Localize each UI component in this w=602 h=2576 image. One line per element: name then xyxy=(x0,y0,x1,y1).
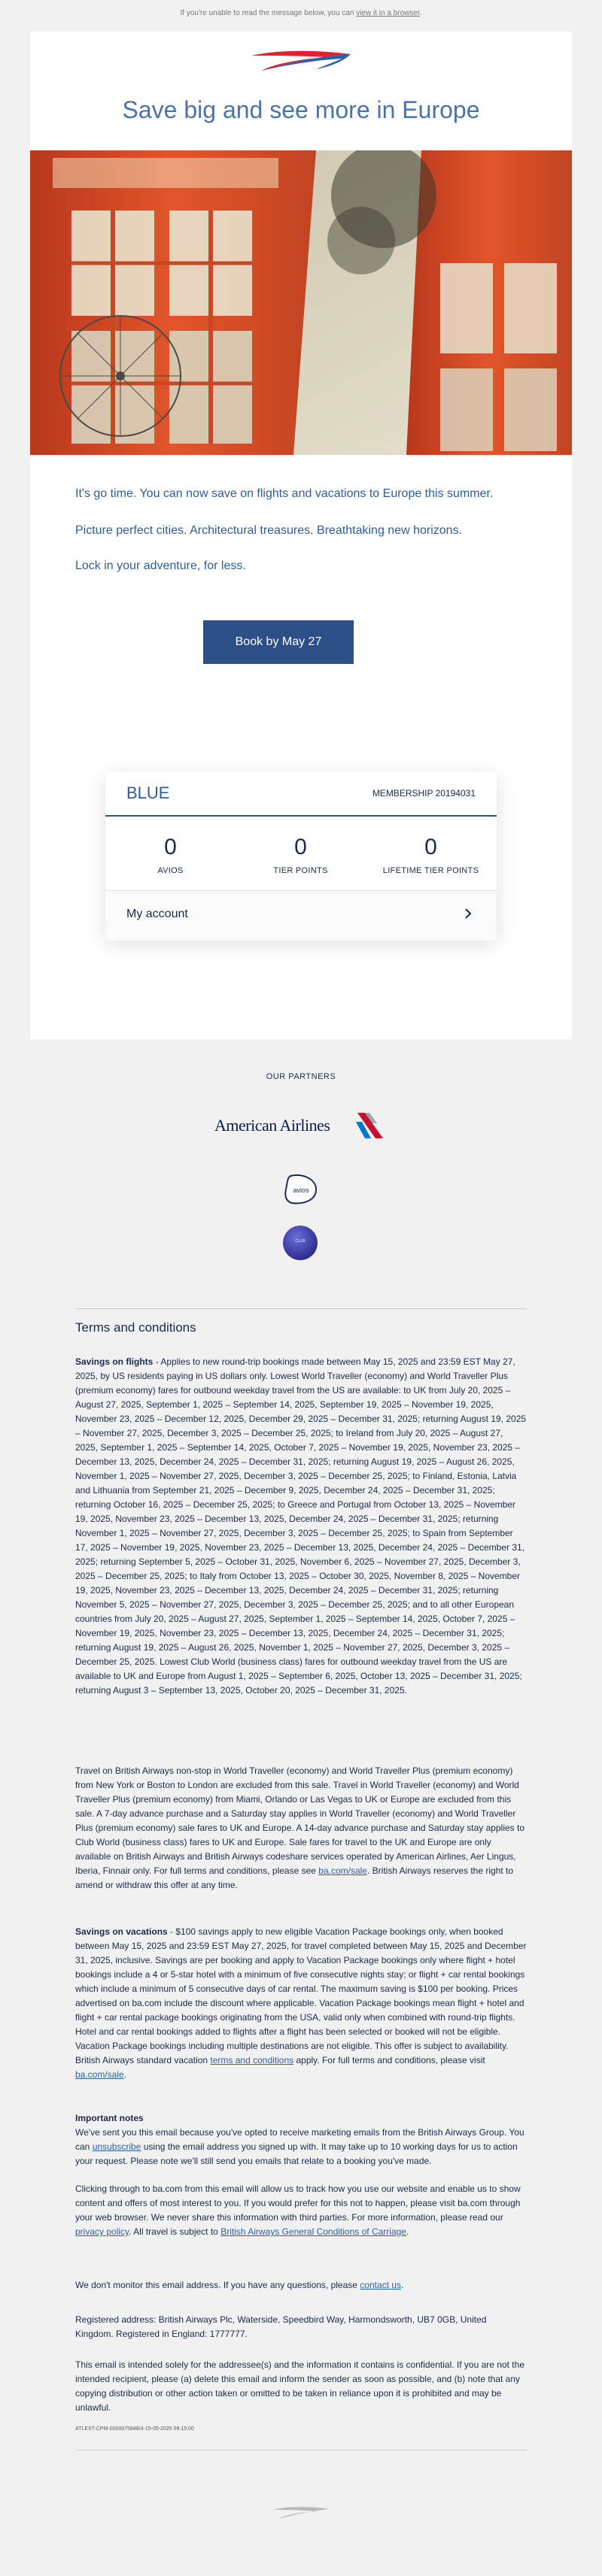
american-airlines-logo[interactable] xyxy=(214,1111,388,1141)
tier-label: BLUE xyxy=(126,783,170,802)
tagline-paragraph: Picture perfect cities. Architectural treasures. Breathtaking new horizons. xyxy=(75,524,463,537)
ba-sale-link[interactable]: ba.com/sale xyxy=(318,1865,367,1876)
vacation-terms-link[interactable]: terms and conditions xyxy=(210,2055,294,2065)
monitor-notice: We don't monitor this email address. If you have any questions, please contact us. xyxy=(75,2280,404,2290)
privacy-policy-link[interactable]: privacy policy xyxy=(75,2226,129,2237)
membership-number: MEMBERSHIP 20194031 xyxy=(372,788,476,799)
stat-label: TIER POINTS xyxy=(273,866,328,875)
unsubscribe-link[interactable]: unsubscribe xyxy=(92,2141,141,2152)
club-wordmark: CLUB xyxy=(295,1239,306,1244)
stat-value: 0 xyxy=(424,835,437,859)
hero-image[interactable] xyxy=(30,150,572,455)
terms-title: Terms and conditions xyxy=(75,1320,196,1335)
american-airlines-flight-symbol-icon xyxy=(354,1111,385,1141)
partners-title: OUR PARTNERS xyxy=(266,1072,336,1081)
stat-label: LIFETIME TIER POINTS xyxy=(382,866,479,875)
email-card xyxy=(30,32,572,1039)
contact-us-link[interactable]: contact us xyxy=(360,2280,401,2290)
registered-address: Registered address: British Airways Plc, Waterside, Speedbird Way, Harmondsworth, UB7 0GB, United Kingdom. Registered in England: 1777777. xyxy=(75,2314,487,2339)
chevron-right-icon xyxy=(461,906,476,921)
ba-sale-link[interactable]: ba.com/sale xyxy=(75,2069,124,2080)
british-airways-logo[interactable] xyxy=(248,45,354,75)
conditions-of-carriage-link[interactable]: British Airways General Conditions of Carriage xyxy=(220,2226,406,2237)
stat-value: 0 xyxy=(294,835,307,859)
membership-header xyxy=(105,771,497,817)
american-airlines-wordmark: American Airlines xyxy=(214,1116,330,1135)
divider xyxy=(75,1308,527,1309)
membership-card xyxy=(105,771,497,940)
important-notes: Important notes We've sent you this email because you've opted to receive marketing emails from the British Airways Group. You can unsubscribe using the email address you signed up with. It may take up to 10 working days for us to action your request. Please note we'll still send you emails that relate to a booking you've made. xyxy=(75,2113,524,2166)
reference-code: ATLEXT-CPM-0000075848/4-15-05-2025 09:15:00 xyxy=(75,2426,194,2432)
vacations-terms-heading: Savings on vacations xyxy=(75,1926,168,1937)
lock-in-paragraph: Lock in your adventure, for less. xyxy=(75,559,246,572)
view-in-browser-link[interactable]: view it in a browser xyxy=(356,9,420,17)
avios-badge-icon xyxy=(283,1173,319,1206)
important-notes-heading: Important notes xyxy=(75,2113,144,2123)
my-account-label: My account xyxy=(126,908,188,920)
travel-terms: Travel on British Airways non-stop in World Traveller (economy) and World Traveller Plus (premium economy) from New York or Boston to London are excluded from this sale. Travel in World Traveller (economy) and World Traveller Plus (premium economy) from Miami, Orlando or Las Vegas to UK or Europe are excluded from this sale. A 7-day advance purchase and a Saturday stay applies in World Traveller (economy) and World Traveller Plus (premium economy) sale fares to UK and Europe. A 14-day advance purchase and Saturday stay applies to Club World (business class) fares to UK and Europe. Sale fares for travel to the UK and Europe are only available on British Airways and British Airways codeshare services operated by American Airlines, Aer Lingus, Iberia, Finnair only. For full terms and conditions, please see ba.com/sale. British Airways reserves the right to amend or withdraw this offer at any time. xyxy=(75,1765,524,1890)
avios-stat xyxy=(105,835,236,875)
preheader: If you're unable to read the message below, you can view it in a browser. xyxy=(180,9,422,17)
footer-speedmarque-icon xyxy=(271,2504,331,2522)
intro-paragraph: It's go time. You can now save on flights and vacations to Europe this summer. xyxy=(75,487,494,500)
tracking-notice: Clicking through to ba.com from this email will allow us to track how you use our website and enable us to show content and offers of most interest to you. If you would prefer for this not to happen, please visit ba.com through your web browser. We never share this information with third parties. For more information, please read our privacy policy. All travel is subject to British Airways General Conditions of Carriage. xyxy=(75,2184,521,2237)
vacations-terms: Savings on vacations - $100 savings apply to new eligible Vacation Package bookings only, when booked between May 15, 2025 and 23:59 EST May 27, 2025, for travel completed between May 15, 2025 and December 31, 2025, inclusive. Savings are per booking and apply to Vacation Package bookings only where flight + hotel bookings include a 4 or 5-star hotel with a minimum of five consecutive nights stay; or flight + car rental bookings which include a minimum of 5 consecutive days of car rental. The maximum saving is $100 per booking. Prices advertised on ba.com include the discount where applicable. Vacation Package bookings mean flight + hotel and flight + car rental package bookings originating from the USA, valid only when combined with round-trip flights. Hotel and car rental bookings added to flights after a flight has been selected or booked will not be eligible. Vacation Package bookings including multiple destinations are not eligible. This offer is subject to availability. British Airways standard vacation terms and conditions apply. For full terms and conditions, please visit ba.com/sale. xyxy=(75,1926,527,2080)
avios-wordmark: avios xyxy=(293,1186,309,1194)
book-button[interactable]: Book by May 27 xyxy=(203,620,354,664)
flights-terms-heading: Savings on flights xyxy=(75,1356,154,1367)
headline: Save big and see more in Europe xyxy=(122,96,480,123)
stat-label: AVIOS xyxy=(157,866,184,875)
avios-logo[interactable] xyxy=(283,1173,319,1206)
stat-value: 0 xyxy=(164,835,177,859)
flights-terms: Savings on flights - Applies to new round-trip bookings made between May 15, 2025 and 23:59 EST May 27, 2025, by US residents paying in US dollars only. Lowest World Traveller (economy) and World Traveller Plus (premium economy) fares for outbound weekday travel from the US are available: to UK from July 20, 2025 – August 27, 2025, September 1, 2025 – September 14, 2025, September 19, 2025 – November 19, 2025, November 23, 2025 – December 12, 2025, December 29, 2025 – December 31, 2025; returning August 19, 2025 – November 27, 2025, December 3, 2025 – December 25, 2025; to Ireland from July 20, 2025 – August 27, 2025, September 1, 2025 – September 14, 2025, October 7, 2025 – November 19, 2025, November 23, 2025 – December 13, 2025, December 24, 2025 – December 31, 2025; returning August 19, 2025 – August 26, 2025, November 1, 2025 – November 27, 2025, December 3, 2025 – December 25, 2025; to Finland, Estonia, Latvia and Lithuania from September 21, 2025 – December 9, 2025, December 24, 2025 – December 31, 2025; returning October 16, 2025 – December 25, 2025; to Greece and Portugal from October 13, 2025 – November 19, 2025, November 23, 2025 – December 13, 2025, December 24, 2025 – December 31, 2025; returning November 1, 2025 – November 27, 2025, December 3, 2025 – December 25, 2025; to Spain from September 17, 2025 – November 19, 2025, November 23, 2025 – December 13, 2025, December 24, 2025 – December 31, 2025; returning September 5, 2025 – October 31, 2025, November 6, 2025 – November 27, 2025, December 3, 2025 – December 25, 2025; to Italy from October 13, 2025 – October 30, 2025, November 8, 2025 – November 19, 2025, November 23, 2025 – December 13, 2025, December 24, 2025 – December 31, 2025; returning November 5, 2025 – November 27, 2025, December 3, 2025 – December 25, 2025; and to all other European countries from July 20, 2025 – August 27, 2025, September 1, 2025 – September 14, 2025, October 7, 2025 – November 19, 2025, November 23, 2025 – December 13, 2025, December 24, 2025 – December 31, 2025; returning August 19, 2025 – August 26, 2025, November 1, 2025 – November 27, 2025, December 3, 2025 – December 25, 2025. Lowest Club World (business class) fares for outbound weekday travel from the US are available to UK and Europe from August 1, 2025 – September 6, 2025, October 13, 2025 – December 31, 2025; returning August 3 – September 13, 2025, October 20, 2025 – December 31, 2025. xyxy=(75,1356,527,1696)
tier-points-stat xyxy=(236,835,366,875)
confidentiality-notice: This email is intended solely for the addressee(s) and the information it contains is confidential. If you are not the intended recipient, please (a) delete this email and inform the sender as soon as possible, and (b) note that any copying distribution or other action taken or omitted to be taken in reliance upon it is prohibited and may be unlawful. xyxy=(75,2359,524,2413)
club-logo[interactable] xyxy=(283,1226,318,1260)
my-account-link[interactable] xyxy=(105,890,497,941)
lifetime-tier-points-stat xyxy=(366,835,496,875)
